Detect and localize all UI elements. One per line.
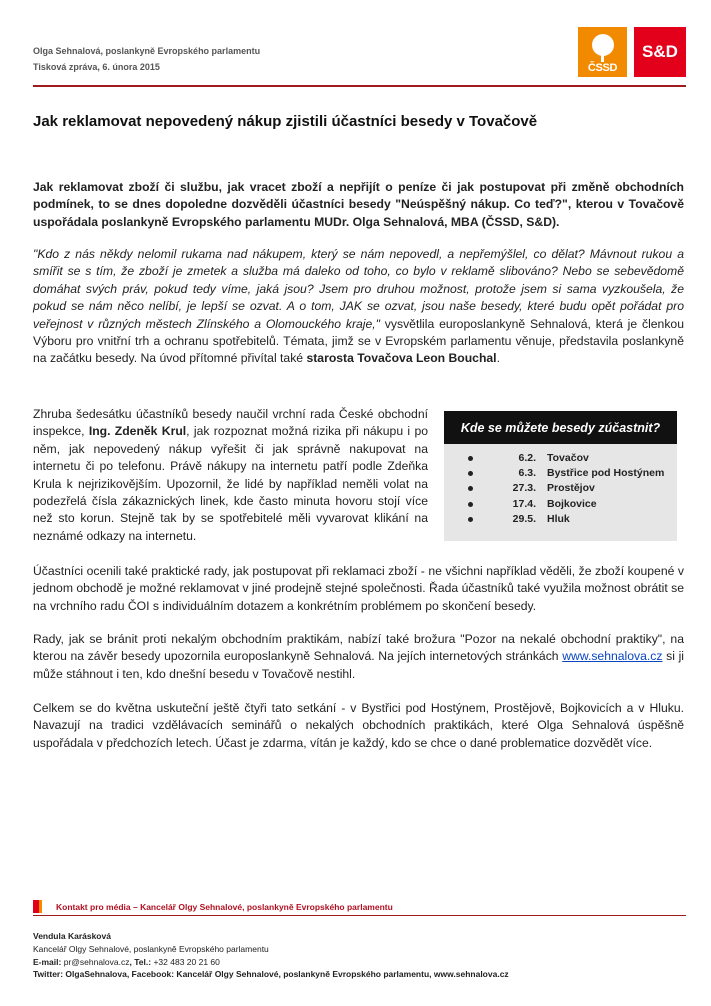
schedule-place: Tovačov xyxy=(547,452,589,464)
brochure-text-b: si ji může stáhnout i ten, kdo dnešní besedu v Tovačově nestihl. xyxy=(33,649,684,681)
brochure-text-a: Rady, jak se bránit proti nekalým obchodním praktikám, nabízí také brožura "Pozor na nekalé obchodní praktiky", na kterou na závěr besedy upozornila europoslankyně Sehnalová. Na jejích internetových stránkách xyxy=(33,632,684,664)
contact-office: Kancelář Olgy Sehnalové, poslankyně Evropského parlamentu xyxy=(33,944,269,954)
brochure-paragraph xyxy=(33,631,684,683)
mayor-name: starosta Tovačova Leon Bouchal xyxy=(306,351,497,366)
tel-label: , Tel.: xyxy=(129,957,154,967)
footer-contact-heading: Kontakt pro média – Kancelář Olgy Sehnalové, poslankyně Evropského parlamentu xyxy=(56,902,393,912)
bullet-icon xyxy=(468,456,473,461)
cssd-logo-text: ČSSD xyxy=(587,62,618,74)
contact-phone: +32 483 20 21 60 xyxy=(153,957,220,967)
schedule-place: Prostějov xyxy=(547,482,595,495)
header-rule xyxy=(33,85,686,87)
header-date: Tisková zpráva, 6. února 2015 xyxy=(33,62,160,72)
contact-email[interactable]: pr@sehnalova.cz xyxy=(63,957,130,967)
list-item xyxy=(444,498,677,513)
list-item xyxy=(444,513,677,528)
contact-email-line xyxy=(33,957,220,967)
header-author: Olga Sehnalová, poslankyně Evropského parlamentu xyxy=(33,46,261,56)
bullet-icon xyxy=(468,486,473,491)
schedule-date: 6.3. xyxy=(518,467,536,480)
schedule-place: Hluk xyxy=(547,512,570,525)
footer-rule xyxy=(33,915,686,916)
bullet-icon xyxy=(468,502,473,507)
quote-text: "Kdo z nás někdy nelomil rukama nad nákupem, který se nám nepovedl, a nepřemýšlel, co dělat? Mávnout rukou a smířit se s tím, že zboží je zmetek a služba má daleko od toho, co bylo v reklamě slibováno? Nebo se sebevědomě domáhat svých práv, pokud tedy víme, jaká jsou? Jsem pro druhou možnost, protože jsem si sama vyzkoušela, že pokud se nám něco nelíbí, je lepší se ozvat. A o tom, JAK se ozvat, jsou naše besedy, které budu opět pořádat pro veřejnost v různých městech Zlínského a Olomouckého kraje," xyxy=(33,247,684,331)
article-title: Jak reklamovat nepovedený nákup zjistili účastníci besedy v Tovačově xyxy=(33,113,538,130)
schedule-place: Bystřice pod Hostýnem xyxy=(547,467,665,480)
sd-logo: S&D xyxy=(634,27,686,77)
list-item xyxy=(444,452,677,467)
schedule-date: 17.4. xyxy=(512,497,536,510)
inspector-name: Ing. Zdeněk Krul xyxy=(88,424,187,439)
inspector-text-b: , jak rozpoznat možná rizika při nákupu i po něm, jak nepovedený nákup vyřešit či jak správně nakupovat na internetu či po telefonu. Právě nákupy na internetu patří podle Zdeňka Krula k nejrizikovějším. Upozornil, že lidé by například neměli volat na podezřelá čísla zákaznických linek, kde často minuta hovoru stojí více než sto korun. Stejně tak by se spotřebitelé měli vyvarovat klikání na neznámé odkazy na internetu. xyxy=(33,424,429,543)
closing-paragraph: Celkem se do května uskuteční ještě čtyři tato setkání - v Bystřici pod Hostýnem, Prostějově, Bojkovicích a v Hluku. Navazují na tradici vzdělávacích seminářů o nekalých obchodních praktikách, které Olga Sehnalová úspěšně uspořádala v předchozích letech. Účast je zdarma, vítán je každý, kdo se chce o dané problematice dozvědět více. xyxy=(33,701,684,750)
schedule-date: 29.5. xyxy=(512,512,536,525)
bullet-icon xyxy=(468,517,473,522)
lead-paragraph: Jak reklamovat zboží či službu, jak vracet zboží a nepřijít o peníze či jak postupovat při změně obchodních podmínek, to se dnes dopoledne dozvěděli účastníci besedy "Neúspěšný nákup. Co teď?", kterou v Tovačově uspořádala poslankyně Evropského parlamentu MUDr. Olga Sehnalová, MBA (ČSSD, S&D). xyxy=(33,180,684,229)
quote-end: . xyxy=(496,351,500,366)
schedule-date: 6.2. xyxy=(518,452,536,464)
quote-attribution: vysvětlila europoslankyně Sehnalová, která je členkou Výboru pro vnitřní trh a ochranu spotřebitelů. Témata, jimž se v Evropském parlamentu věnuje, představila poslankyně na začátku besedy. Na úvod přítomné přivítal také xyxy=(33,316,684,366)
list-item xyxy=(444,482,677,497)
email-label: E-mail: xyxy=(33,957,64,967)
footer-mark-orange xyxy=(39,900,42,913)
practical-advice-paragraph: Účastníci ocenili také praktické rady, jak postupovat při reklamaci zboží - ne všichni například věděli, že zboží koupené v jednom obchodě je možné reklamovat v jiné prodejně stejné společnosti. Řada účastníků také využila možnost obrátit se na vrchního radu ČOI s individuálním dotazem a konkrétním problémem po skončení besedy. xyxy=(33,564,684,613)
contact-social: Twitter: OlgaSehnalova, Facebook: Kancelář Olgy Sehnalové, poslankyně Evropského parlamentu, www.sehnalova.cz xyxy=(33,969,509,979)
bullet-icon xyxy=(468,471,473,476)
list-item xyxy=(444,467,677,482)
contact-name: Vendula Karásková xyxy=(33,931,111,941)
quote-paragraph xyxy=(33,246,684,368)
schedule-list xyxy=(444,452,677,528)
rose-icon xyxy=(592,34,614,56)
inspector-paragraph xyxy=(33,406,428,545)
schedule-place: Bojkovice xyxy=(547,497,597,510)
schedule-date: 27.3. xyxy=(512,482,536,495)
website-link[interactable]: www.sehnalova.cz xyxy=(562,649,663,664)
schedule-heading: Kde se můžete besedy zúčastnit? xyxy=(444,411,677,444)
schedule-box xyxy=(444,411,677,541)
inspector-text-a: Zhruba šedesátku účastníků besedy naučil vrchní rada České obchodní inspekce, xyxy=(33,407,428,439)
cssd-logo xyxy=(578,27,627,77)
